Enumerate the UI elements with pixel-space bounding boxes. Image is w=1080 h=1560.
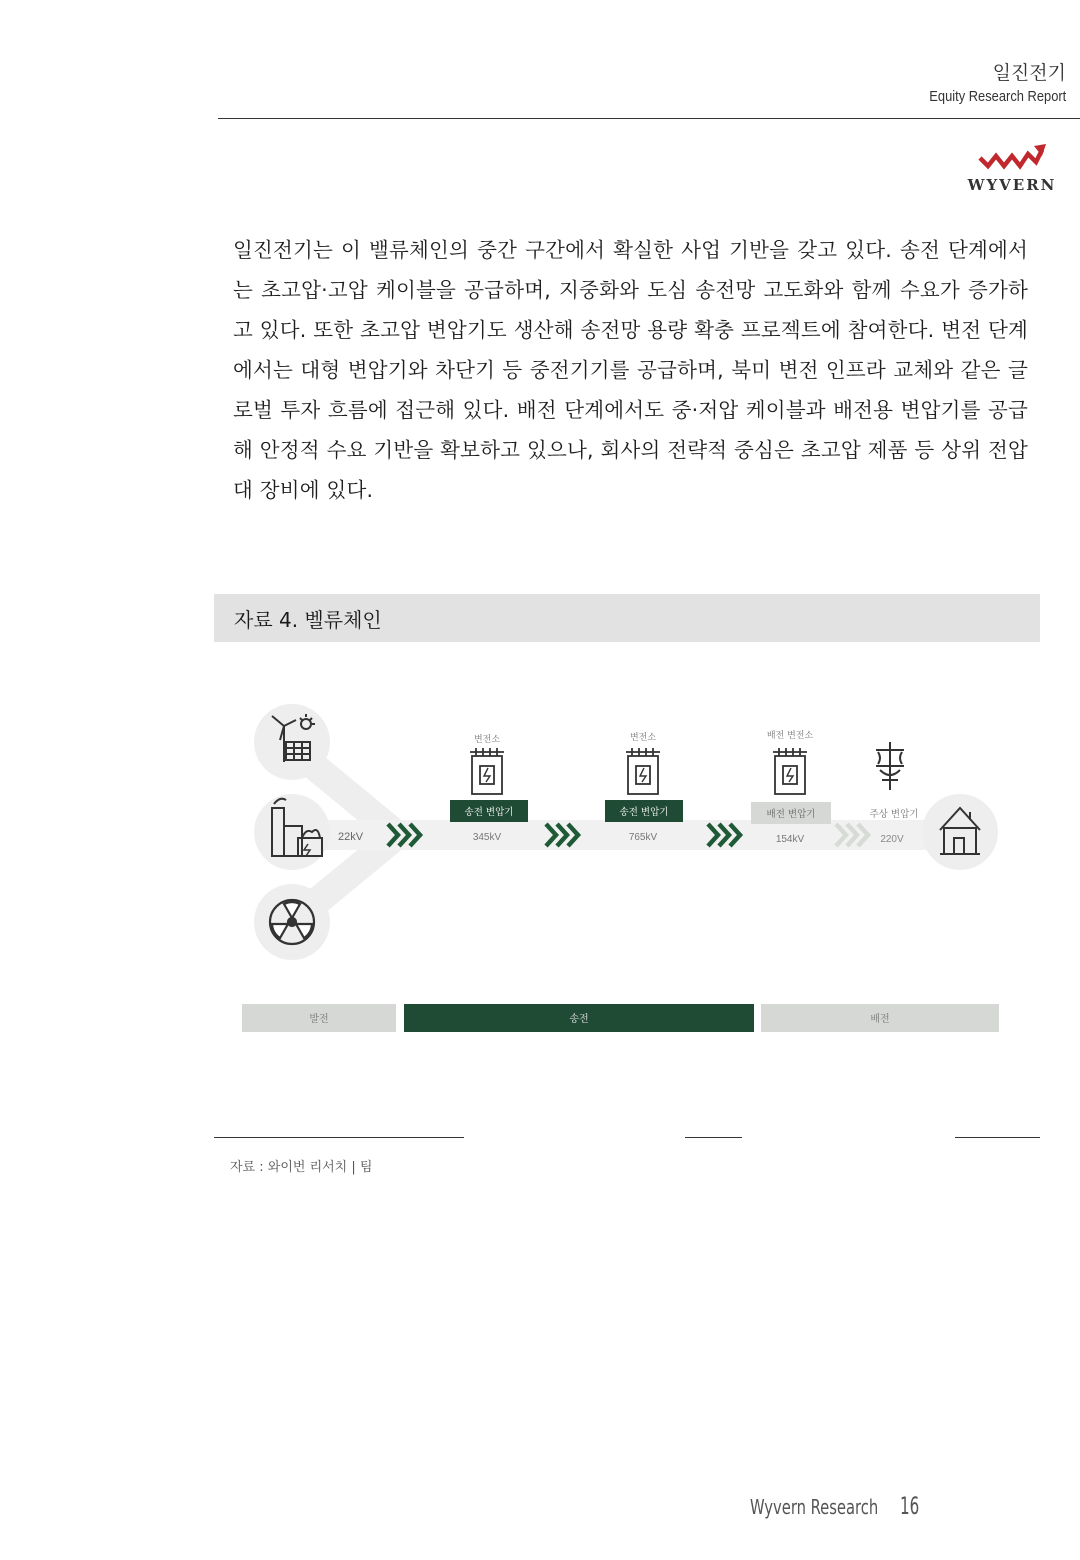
pole-box-label: 주상 변압기 <box>869 809 919 820</box>
value-chain-svg <box>214 690 1040 1050</box>
phase-label: 발전 <box>309 1014 329 1025</box>
figure-label: 자료 4. 벨류체인 <box>234 608 382 632</box>
page-footer <box>750 1492 920 1520</box>
source-note: 자료 : 와이번 리서치 | 팀 <box>230 1160 373 1175</box>
wyvern-logo-icon <box>976 140 1048 174</box>
body-paragraph: 일진전기는 이 밸류체인의 중간 구간에서 확실한 사업 기반을 갖고 있다. 송전 단계에서는 초고압·고압 케이블을 공급하며, 지중화와 도심 송전망 고도화와 함께 수요가 증가하고 있다. 또한 초고압 변압기도 생산해 송전망 용량 확충 프로젝트에 참여한다. 변전 단계에서는 대형 변압기와 차단기 등 중전기기를 공급하며, 북미 변전 인프라 교체와 같은 글로벌 투자 흐름에 접근해 있다. 배전 단계에서도 중·저압 케이블과 배전용 변압기를 공급해 안정적 수요 기반을 확보하고 있으나, 회사의 전략적 중심은 초고압 제품 등 상위 전압대 장비에 있다. <box>233 238 1028 502</box>
logo-text: WYVERN <box>967 176 1057 194</box>
utility-pole-icon <box>876 742 904 790</box>
transformer-icon <box>470 748 504 794</box>
rule-mid <box>685 1137 742 1138</box>
wyvern-logo <box>962 140 1062 204</box>
phase-bars <box>242 1004 999 1032</box>
station-box-label: 송전 변압기 <box>464 807 514 818</box>
station-voltage: 154kV <box>775 834 805 845</box>
pole-voltage: 220V <box>880 834 904 845</box>
station-box-label: 송전 변압기 <box>619 807 669 818</box>
value-chain-diagram <box>214 690 1040 1050</box>
header-divider <box>218 118 1080 119</box>
generation-voltage: 22kV <box>338 831 364 843</box>
rule-right <box>955 1137 1040 1138</box>
station-top-label: 배전 변전소 <box>766 731 814 741</box>
report-header <box>907 60 1066 108</box>
station-top-label: 변전소 <box>473 735 501 745</box>
station-top-label: 변전소 <box>629 733 657 743</box>
renewable-source <box>254 704 330 780</box>
rule-left <box>214 1137 464 1138</box>
page-number: 16 <box>900 1492 920 1520</box>
station-voltage: 765kV <box>628 832 658 843</box>
footer-brand: Wyvern Research <box>750 1495 879 1519</box>
station-box-label: 배전 변압기 <box>766 809 816 820</box>
station-voltage: 345kV <box>472 832 502 843</box>
nuclear-source <box>254 884 330 960</box>
figure-title-bar <box>214 594 1040 642</box>
report-subtitle: Equity Research Report <box>929 88 1066 105</box>
flow-lines <box>284 748 964 922</box>
company-name: 일진전기 <box>992 62 1066 84</box>
thermal-source <box>254 794 330 870</box>
phase-label: 송전 <box>569 1014 589 1025</box>
phase-label: 배전 <box>870 1014 890 1025</box>
transformer-icon <box>773 748 807 794</box>
transformer-icon <box>626 748 660 794</box>
end-consumer <box>922 794 998 870</box>
